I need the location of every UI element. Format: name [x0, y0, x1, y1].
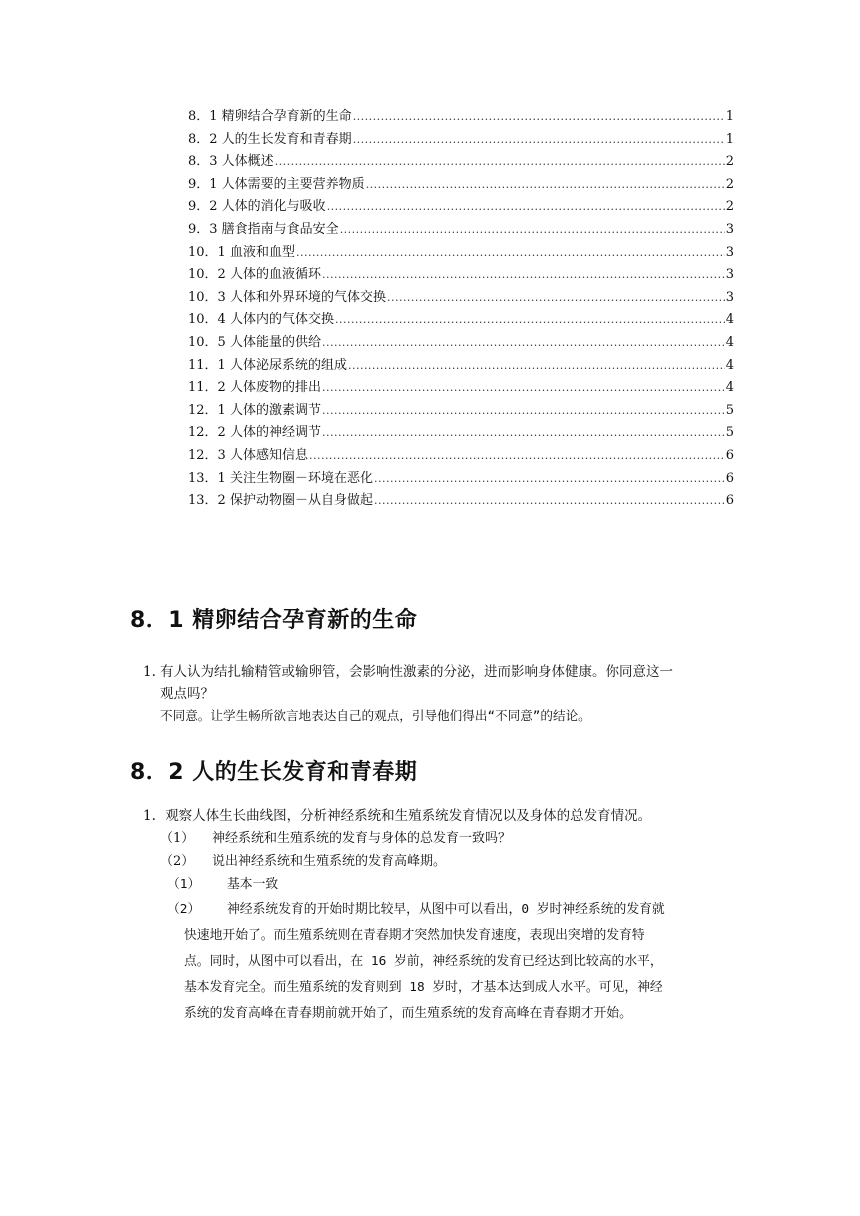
question-line-2: 观点吗？ — [160, 686, 214, 702]
toc-entry-label: 10．2 人体的血液循环 — [188, 267, 321, 283]
toc-entry-page: 4 — [725, 334, 734, 350]
toc-entry[interactable] — [188, 490, 734, 513]
toc-leader-dots — [348, 355, 725, 378]
toc-entry-label: 8．2 人的生长发育和青春期 — [188, 131, 352, 147]
toc-entry-label: 11．2 人体废物的排出 — [188, 380, 321, 396]
toc-entry-page: 1 — [725, 131, 734, 147]
answer-number: （2） — [167, 902, 201, 917]
sub-question-text: 说出神经系统和生殖系统的发育高峰期。 — [212, 854, 447, 869]
sub-question-number: （1） — [160, 831, 195, 846]
toc-entry[interactable] — [188, 377, 734, 400]
toc-entry[interactable] — [188, 422, 734, 445]
toc-entry[interactable] — [188, 445, 734, 468]
toc-entry[interactable] — [188, 468, 734, 491]
toc-entry-page: 1 — [725, 109, 734, 124]
answer-line-3: 点。同时，从图中可以看出，在 16 岁前，神经系统的发育已经达到比较高的水平， — [184, 954, 663, 969]
question-text: 观察人体生长曲线图，分析神经系统和生殖系统发育情况以及身体的总发育情况。 — [165, 808, 652, 824]
toc-leader-dots — [309, 445, 725, 468]
toc-entry-page: 2 — [725, 154, 734, 170]
toc-leader-dots — [296, 242, 725, 265]
toc-entry-page: 2 — [725, 176, 734, 192]
toc-entry-label: 11．1 人体泌尿系统的组成 — [188, 357, 347, 373]
toc-entry[interactable] — [188, 400, 734, 423]
toc-entry-page: 3 — [725, 289, 734, 305]
answer-line-4: 基本发育完全。而生殖系统的发育则到 18 岁时，才基本达到成人水平。可见，神经 — [184, 980, 663, 995]
toc-entry-label: 12．3 人体感知信息 — [188, 447, 308, 463]
toc-entry-page: 2 — [725, 199, 734, 215]
toc-entry-page: 3 — [725, 244, 734, 260]
table-of-contents — [188, 106, 734, 513]
toc-leader-dots — [327, 196, 725, 219]
sub-question-2 — [160, 851, 446, 873]
toc-entry-label: 13．2 保护动物圈－从自身做起 — [188, 493, 373, 509]
toc-leader-dots — [322, 400, 725, 423]
toc-entry-label: 10．4 人体内的气体交换 — [188, 312, 334, 328]
toc-entry[interactable] — [188, 287, 734, 310]
answer-line-2: 快速地开始了。而生殖系统则在青春期才突然加快发育速度，表现出突增的发育特 — [184, 928, 645, 943]
toc-entry-label: 12．1 人体的激素调节 — [188, 402, 321, 418]
toc-entry-label: 8．1 精卵结合孕育新的生命 — [188, 109, 352, 124]
toc-entry-label: 9．1 人体需要的主要营养物质 — [188, 176, 365, 192]
toc-entry-page: 6 — [725, 470, 734, 486]
answer-1 — [167, 872, 735, 898]
sub-question-text: 神经系统和生殖系统的发育与身体的总发育一致吗？ — [212, 831, 512, 846]
toc-leader-dots — [366, 174, 725, 197]
toc-entry-page: 6 — [725, 493, 734, 509]
toc-entry-page: 3 — [725, 267, 734, 283]
toc-entry-label: 13．1 关注生物圈－环境在恶化 — [188, 470, 373, 486]
toc-entry[interactable] — [188, 196, 734, 219]
toc-entry-page: 6 — [725, 447, 734, 463]
toc-leader-dots — [322, 422, 725, 445]
toc-leader-dots — [374, 490, 725, 513]
toc-entry-page: 5 — [725, 425, 734, 441]
question-number: 1. — [143, 664, 156, 680]
toc-entry[interactable] — [188, 129, 734, 152]
toc-leader-dots — [322, 264, 725, 287]
toc-entry-page: 4 — [725, 380, 734, 396]
toc-leader-dots — [387, 287, 725, 310]
toc-entry-label: 12．2 人体的神经调节 — [188, 425, 321, 441]
toc-entry-page: 4 — [725, 312, 734, 328]
answer-line-5: 系统的发育高峰在青春期前就开始了，而生殖系统的发育高峰在青春期才开始。 — [184, 1006, 632, 1021]
toc-entry[interactable] — [188, 355, 734, 378]
section-heading-8-2: 8．2 人的生长发育和青春期 — [130, 760, 418, 785]
toc-entry-label: 10．5 人体能量的供给 — [188, 334, 321, 350]
toc-entry-page: 4 — [725, 357, 734, 373]
toc-entry-label: 9．2 人体的消化与吸收 — [188, 199, 326, 215]
answer-text: 基本一致 — [227, 877, 279, 892]
toc-leader-dots — [340, 219, 725, 242]
toc-entry[interactable] — [188, 242, 734, 265]
answer-8-1-1: 不同意。让学生畅所欲言地表达自己的观点，引导他们得出“不同意”的结论。 — [160, 708, 591, 723]
sub-question-1 — [160, 828, 511, 850]
toc-entry[interactable] — [188, 174, 734, 197]
toc-entry[interactable] — [188, 106, 734, 129]
toc-entry-label: 10．1 血液和血型 — [188, 244, 295, 260]
toc-entry[interactable] — [188, 264, 734, 287]
answer-2 — [167, 897, 735, 1027]
toc-entry-label: 10．3 人体和外界环境的气体交换 — [188, 289, 386, 305]
toc-entry[interactable] — [188, 219, 734, 242]
section-heading-8-1: 8．1 精卵结合孕育新的生命 — [130, 608, 418, 633]
answer-line-1: 神经系统发育的开始时期比较早，从图中可以看出，0 岁时神经系统的发育就 — [227, 902, 665, 917]
question-8-1-1 — [143, 661, 743, 705]
toc-entry-label: 8．3 人体概述 — [188, 154, 274, 170]
toc-leader-dots — [374, 468, 725, 491]
toc-leader-dots — [275, 151, 725, 174]
toc-leader-dots — [353, 129, 725, 152]
question-line-1: 有人认为结扎输精管或输卵管，会影响性激素的分泌，进而影响身体健康。你同意这一 — [160, 664, 673, 680]
toc-entry-page: 5 — [725, 402, 734, 418]
question-number: 1. — [143, 808, 156, 824]
sub-question-number: （2） — [160, 854, 195, 869]
toc-entry[interactable] — [188, 309, 734, 332]
toc-entry[interactable] — [188, 151, 734, 174]
toc-leader-dots — [322, 377, 725, 400]
toc-entry[interactable] — [188, 332, 734, 355]
toc-leader-dots — [322, 332, 725, 355]
toc-leader-dots — [353, 106, 725, 129]
toc-entry-page: 3 — [725, 221, 734, 237]
toc-entry-label: 9．3 膳食指南与食品安全 — [188, 221, 339, 237]
answer-number: （1） — [167, 877, 201, 892]
question-8-2-1 — [143, 805, 651, 827]
toc-leader-dots — [335, 309, 725, 332]
